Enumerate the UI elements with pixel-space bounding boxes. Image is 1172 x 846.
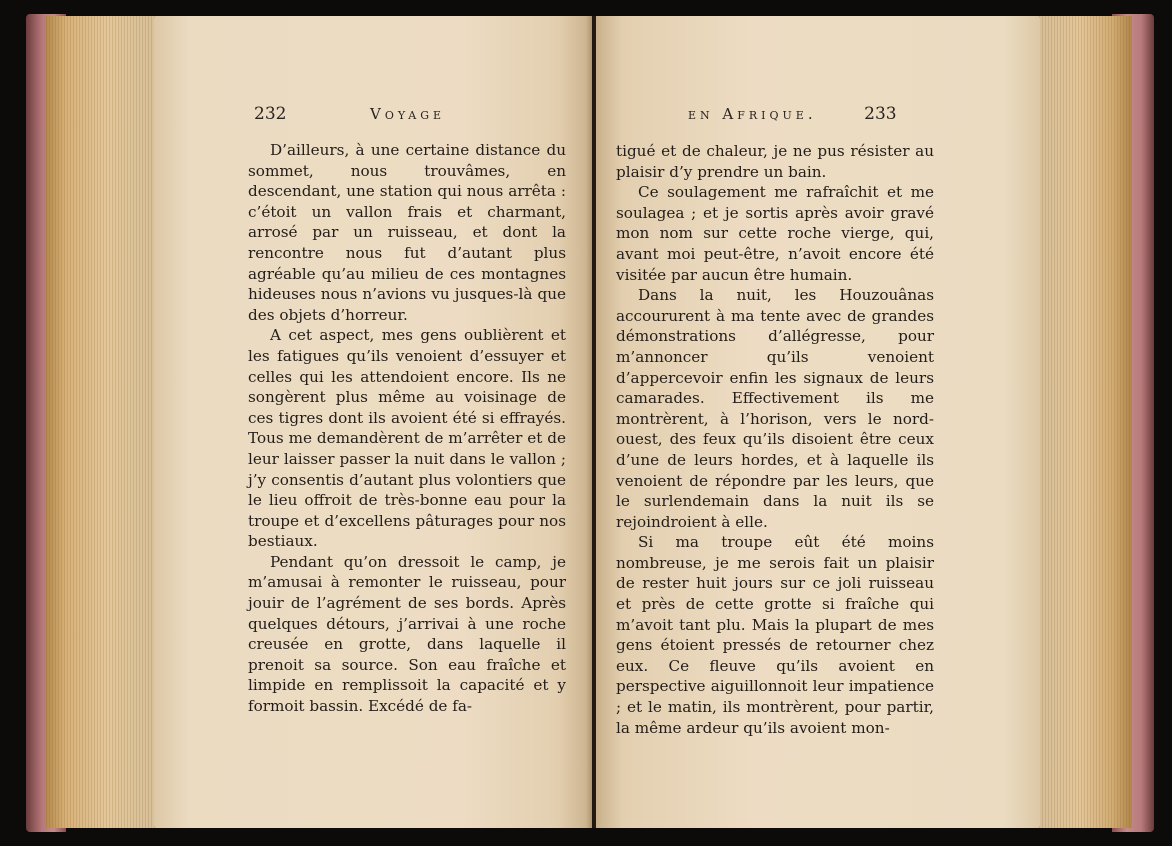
right-running-head: en Afrique. [688,105,817,123]
right-page-header [688,104,897,124]
paragraph: Dans la nuit, les Houzouânas accoururent à ma tente avec de grandes démonstrations d’allégresse, pour m’annoncer qu’ils venoient d’appercevoir enfin les signaux de leurs camarades. Effectivement ils me montrèrent, à l’horison, vers le nord-ouest, des feux qu’ils disoient être ceux d’une de leurs hordes, et à laquelle ils venoient de répondre par les leurs, que le surlendemain dans la nuit ils se rejoindroient à elle. [616,286,934,531]
left-page-number: 232 [254,104,287,124]
page-edges-left [46,16,158,828]
paragraph: Pendant qu’on dressoit le camp, je m’amusai à remonter le ruisseau, pour jouir de l’agrément de ses bords. Après quelques détours, j’arrivai à une roche creusée en grotte, dans laquelle il prenoit sa source. Son eau fraîche et limpide en remplissoit la capacité et y formoit bassin. Excédé de fa- [248,552,566,716]
left-page-header [254,104,445,124]
paragraph: Ce soulagement me rafraîchit et me soulagea ; et je sortis après avoir gravé mon nom sur cette roche vierge, qui, avant moi peut-être, n’avoit encore été visitée par aucun être humain. [616,183,934,284]
paragraph: D’ailleurs, à une certaine distance du sommet, nous trouvâmes, en descendant, une station qui nous arrêta : c’étoit un vallon frais et charmant, arrosé par un ruisseau, et dont la rencontre nous fut d’autant plus agréable qu’au milieu de ces montagnes hideuses nous n’avions vu jusques-là que des objets d’horreur. [248,141,566,324]
paragraph: tigué et de chaleur, je ne pus résister au plaisir d’y prendre un bain. [616,142,934,181]
page-edges-right [1036,16,1132,828]
paragraph: Si ma troupe eût été moins nombreuse, je me serois fait un plaisir de rester huit jours sur ce joli ruisseau et près de cette grotte si fraîche qui m’avoit tant plu. Mais la plupart de mes gens étoient pressés de retourner chez eux. Ce fleuve qu’ils avoient en perspective aiguillonnoit leur impatience ; et le matin, ils montrèrent, pour partir, la même ardeur qu’ils avoient mon- [616,533,934,737]
right-page-text [616,141,934,738]
left-page [154,16,592,828]
left-page-text [248,140,566,717]
right-page [596,16,1040,828]
left-running-head: Voyage [370,105,446,123]
paragraph: A cet aspect, mes gens oublièrent et les fatigues qu’ils venoient d’essuyer et celles qui les attendoient encore. Ils ne songèrent plus même au voisinage de ces tigres dont ils avoient été si effrayés. Tous me demandèrent de m’arrêter et de leur laisser passer la nuit dans le vallon ; j’y consentis d’autant plus volontiers que le lieu offroit de très-bonne eau pour la troupe et d’excellens pâturages pour nos bestiaux. [248,326,566,551]
right-page-number: 233 [864,104,897,124]
